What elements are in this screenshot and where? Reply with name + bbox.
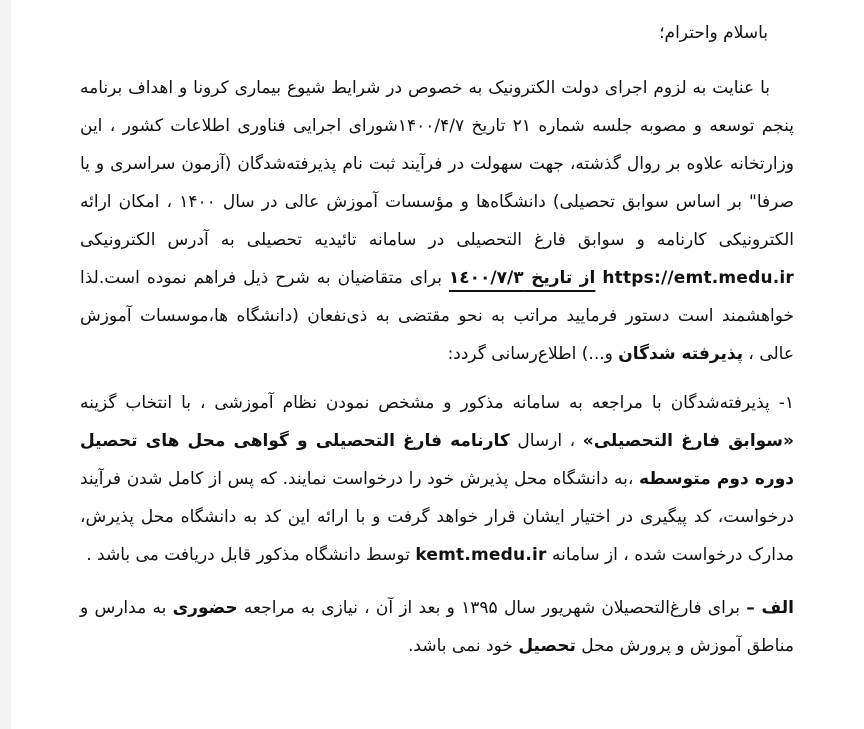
accepted-students-bold: پذیرفته شدگان	[618, 344, 744, 364]
in-person-bold: حضوری	[172, 598, 238, 618]
study-place-bold: تحصیل	[518, 636, 576, 656]
alef-label: الف –	[746, 598, 795, 618]
intro-text-1: با عنایت به لزوم اجرای دولت الکترونیک به خصوص در شرایط شیوع بیماری کرونا و اهداف برنامه پنجم توسعه و مصوبه جلسه شماره ۲۱ تاریخ ۱۴۰۰/۴/۷شورای اجرایی فناوری اطلاعات کشور ، این وزارتخانه علاوه بر روال گذشته، جهت سهولت در فرآیند ثبت نام پذیرفته‌شدگان (آزمون سراسری و یا صرفا" بر اساس سوابق تحصیلی) دانشگاه‌ها و مؤسسات آموزش عالی در سال ۱۴۰۰ ، امکان ارائه الکترونیکی کارنامه و سوابق فارغ التحصیلی در سامانه تائیدیه تحصیلی به آدرس الکترونیکی	[80, 78, 794, 250]
item1-text-1: ۱- پذیرفته‌شدگان با مراجعه به سامانه مذکور و مشخص نمودن نظام آموزشی ، با انتخاب گزینه	[80, 393, 794, 413]
documents-bold: کارنامه فارغ التحصیلی و گواهی محل های تحصیل دوره دوم متوسطه	[80, 431, 794, 489]
greeting-text: باسلام واحترام؛	[659, 23, 768, 43]
option-name-bold: «سوابق فارغ التحصیلی»	[582, 431, 795, 451]
item1-text-4: توسط دانشگاه مذکور قابل دریافت می باشد .	[86, 545, 416, 565]
alef-text-2: به مدارس و مناطق آموزش و پرورش محل	[80, 598, 794, 656]
item1-text-2: ، ارسال	[509, 431, 583, 451]
alef-text-3: خود نمی باشد.	[408, 636, 519, 656]
greeting-line	[80, 14, 794, 52]
note-alef	[80, 589, 794, 665]
intro-text-3: و...) اطلاع‌رسانی گردد:	[447, 344, 619, 364]
effective-date: از تاریخ ١٤٠٠/٧/٣	[448, 268, 596, 288]
item1-text-3: ،به دانشگاه محل پذیرش خود را درخواست نمایند. که پس از کامل شدن فرآیند درخواست، کد پیگیری در اختیار ایشان قرار خواهد گرفت و با ارائه این کد به دانشگاه محل پذیرش، مدارک درخواست شده ، از سامانه	[80, 469, 794, 565]
emt-url-text: https://emt.medu.ir	[602, 268, 795, 288]
alef-text-1: برای فارغ‌التحصیلان شهریور سال ۱۳۹۵ و بعد از آن ، نیازی به مراجعه	[237, 598, 747, 618]
list-item-1	[80, 384, 794, 574]
intro-paragraph	[80, 69, 794, 373]
page-edge-strip	[0, 0, 11, 729]
intro-text-2: برای متقاضیان به شرح ذیل فراهم نموده است.لذا خواهشمند است دستور فرمایید مراتب به نحو مقتضی به ذی‌نفعان (دانشگاه ها،موسسات آموزش عالی ،	[80, 268, 794, 364]
kemt-url-text: kemt.medu.ir	[415, 545, 547, 565]
